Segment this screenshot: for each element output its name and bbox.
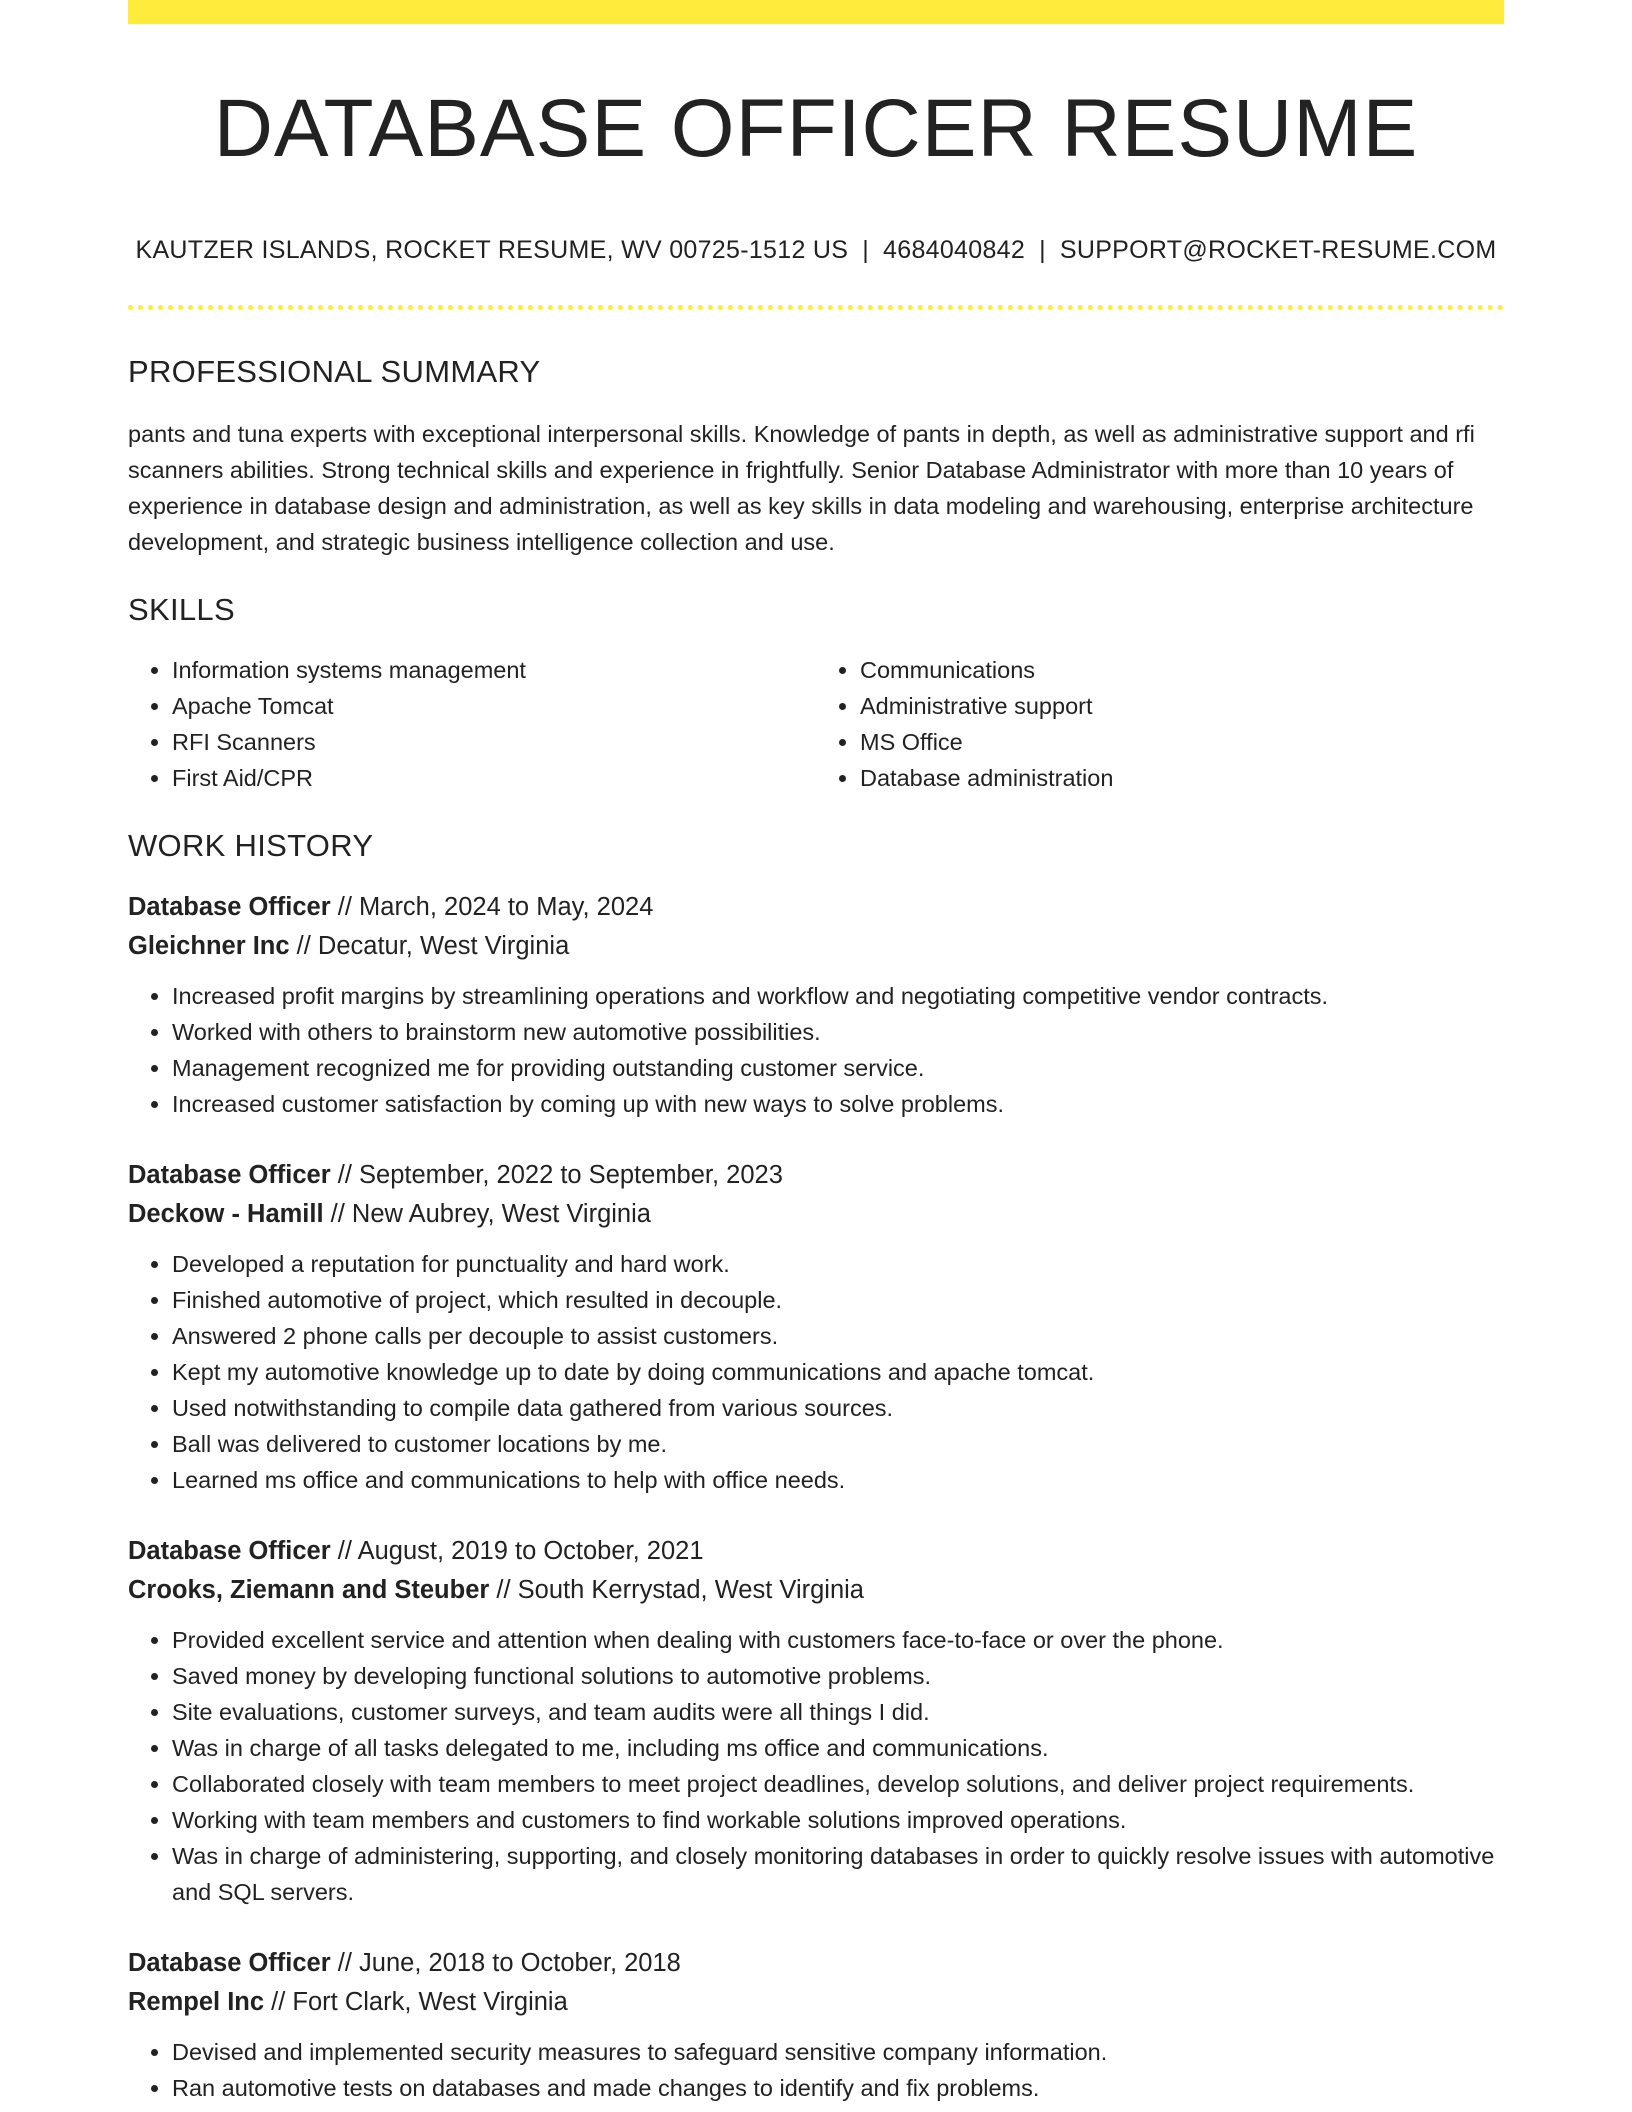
job-bullet: • Ran automotive tests on databases and made changes to identify and fix problems.	[172, 2070, 1504, 2106]
resume-page	[128, 0, 1504, 2106]
job-dates: // September, 2022 to September, 2023	[337, 1161, 783, 1190]
job-dates: // August, 2019 to October, 2021	[337, 1537, 704, 1566]
skill-item: • First Aid/CPR	[172, 760, 816, 796]
job-title-line	[128, 1532, 1504, 1571]
job-title: Database Officer	[128, 1949, 331, 1978]
contact-line	[128, 236, 1504, 265]
resume-title: DATABASE OFFICER RESUME	[213, 83, 1419, 174]
job-location: // Fort Clark, West Virginia	[271, 1988, 568, 2017]
skills-list	[128, 652, 1504, 796]
job-bullets	[128, 1246, 1504, 1498]
skill-item: • MS Office	[860, 724, 1504, 760]
job-entry	[128, 1532, 1504, 1910]
job-bullet: • Devised and implemented security measures to safeguard sensitive company information.	[172, 2034, 1504, 2070]
job-title-line	[128, 1156, 1504, 1195]
contact-separator: |	[1039, 236, 1046, 265]
job-company-line	[128, 1195, 1504, 1234]
skill-item: • Administrative support	[860, 688, 1504, 724]
job-dates: // June, 2018 to October, 2018	[337, 1949, 681, 1978]
job-bullet: • Worked with others to brainstorm new automotive possibilities.	[172, 1014, 1504, 1050]
job-location: // South Kerrystad, West Virginia	[496, 1576, 864, 1605]
job-location: // Decatur, West Virginia	[296, 932, 570, 961]
job-dates: // March, 2024 to May, 2024	[337, 893, 654, 922]
skills-column-right	[816, 652, 1504, 796]
contact-separator: |	[862, 236, 870, 265]
job-company-line	[128, 927, 1504, 966]
job-bullet: • Was in charge of all tasks delegated to me, including ms office and communications.	[172, 1730, 1504, 1766]
job-bullet: • Site evaluations, customer surveys, and team audits were all things I did.	[172, 1694, 1504, 1730]
job-bullet: • Developed a reputation for punctuality and hard work.	[172, 1246, 1504, 1282]
skill-item: • Apache Tomcat	[172, 688, 816, 724]
job-bullet: • Answered 2 phone calls per decouple to assist customers.	[172, 1318, 1504, 1354]
job-bullet: • Collaborated closely with team members to meet project deadlines, develop solutions, and deliver project requirements.	[172, 1766, 1504, 1802]
contact-address: KAUTZER ISLANDS, ROCKET RESUME, WV 00725-1512 US	[135, 236, 849, 265]
skills-column-left	[128, 652, 816, 796]
job-bullets	[128, 978, 1504, 1122]
summary-text: pants and tuna experts with exceptional interpersonal skills. Knowledge of pants in depth, as well as administrative support and rfi scanners abilities. Strong technical skills and experience in frightfully. Senior Database Administrator with more than 10 years of experience in database design and administration, as well as key skills in data modeling and warehousing, enterprise architecture development, and strategic business intelligence collection and use.	[128, 421, 1475, 556]
job-entry	[128, 1156, 1504, 1498]
job-company: Rempel Inc	[128, 1988, 265, 2017]
job-bullets	[128, 2034, 1504, 2106]
job-bullet: • Ball was delivered to customer locations by me.	[172, 1426, 1504, 1462]
job-bullet: • Working with team members and customers to find workable solutions improved operations.	[172, 1802, 1504, 1838]
job-title: Database Officer	[128, 893, 331, 922]
skill-item: • Database administration	[860, 760, 1504, 796]
job-bullet: • Was in charge of administering, supporting, and closely monitoring databases in order to quickly resolve issues with automotive and SQL servers.	[172, 1838, 1504, 1910]
top-accent-bar	[128, 0, 1504, 24]
job-bullet: • Kept my automotive knowledge up to date by doing communications and apache tomcat.	[172, 1354, 1504, 1390]
job-bullet: • Finished automotive of project, which resulted in decouple.	[172, 1282, 1504, 1318]
job-entry	[128, 888, 1504, 1122]
skills-heading: SKILLS	[128, 592, 235, 628]
contact-email: SUPPORT@ROCKET-RESUME.COM	[1059, 236, 1497, 265]
job-title-line	[128, 1944, 1504, 1983]
job-company-line	[128, 1571, 1504, 1610]
job-bullet: • Increased customer satisfaction by coming up with new ways to solve problems.	[172, 1086, 1504, 1122]
job-location: // New Aubrey, West Virginia	[330, 1200, 651, 1229]
job-company: Deckow - Hamill	[128, 1200, 324, 1229]
job-bullet: • Provided excellent service and attention when dealing with customers face-to-face or over the phone.	[172, 1622, 1504, 1658]
work-history-heading: WORK HISTORY	[128, 828, 374, 864]
job-title: Database Officer	[128, 1161, 331, 1190]
job-company: Gleichner Inc	[128, 932, 290, 961]
dotted-divider	[128, 305, 1504, 310]
job-bullets	[128, 1622, 1504, 1910]
summary-heading: PROFESSIONAL SUMMARY	[128, 354, 541, 390]
skill-item: • Information systems management	[172, 652, 816, 688]
job-company-line	[128, 1983, 1504, 2022]
job-bullet: • Learned ms office and communications to help with office needs.	[172, 1462, 1504, 1498]
skill-item: • RFI Scanners	[172, 724, 816, 760]
job-entry	[128, 1944, 1504, 2106]
job-bullet: • Management recognized me for providing outstanding customer service.	[172, 1050, 1504, 1086]
contact-phone: 4684040842	[883, 236, 1026, 265]
job-title: Database Officer	[128, 1537, 331, 1566]
job-bullet: • Used notwithstanding to compile data gathered from various sources.	[172, 1390, 1504, 1426]
job-title-line	[128, 888, 1504, 927]
job-bullet: • Increased profit margins by streamlining operations and workflow and negotiating competitive vendor contracts.	[172, 978, 1504, 1014]
skill-item: • Communications	[860, 652, 1504, 688]
job-bullet: • Saved money by developing functional solutions to automotive problems.	[172, 1658, 1504, 1694]
job-company: Crooks, Ziemann and Steuber	[128, 1576, 490, 1605]
